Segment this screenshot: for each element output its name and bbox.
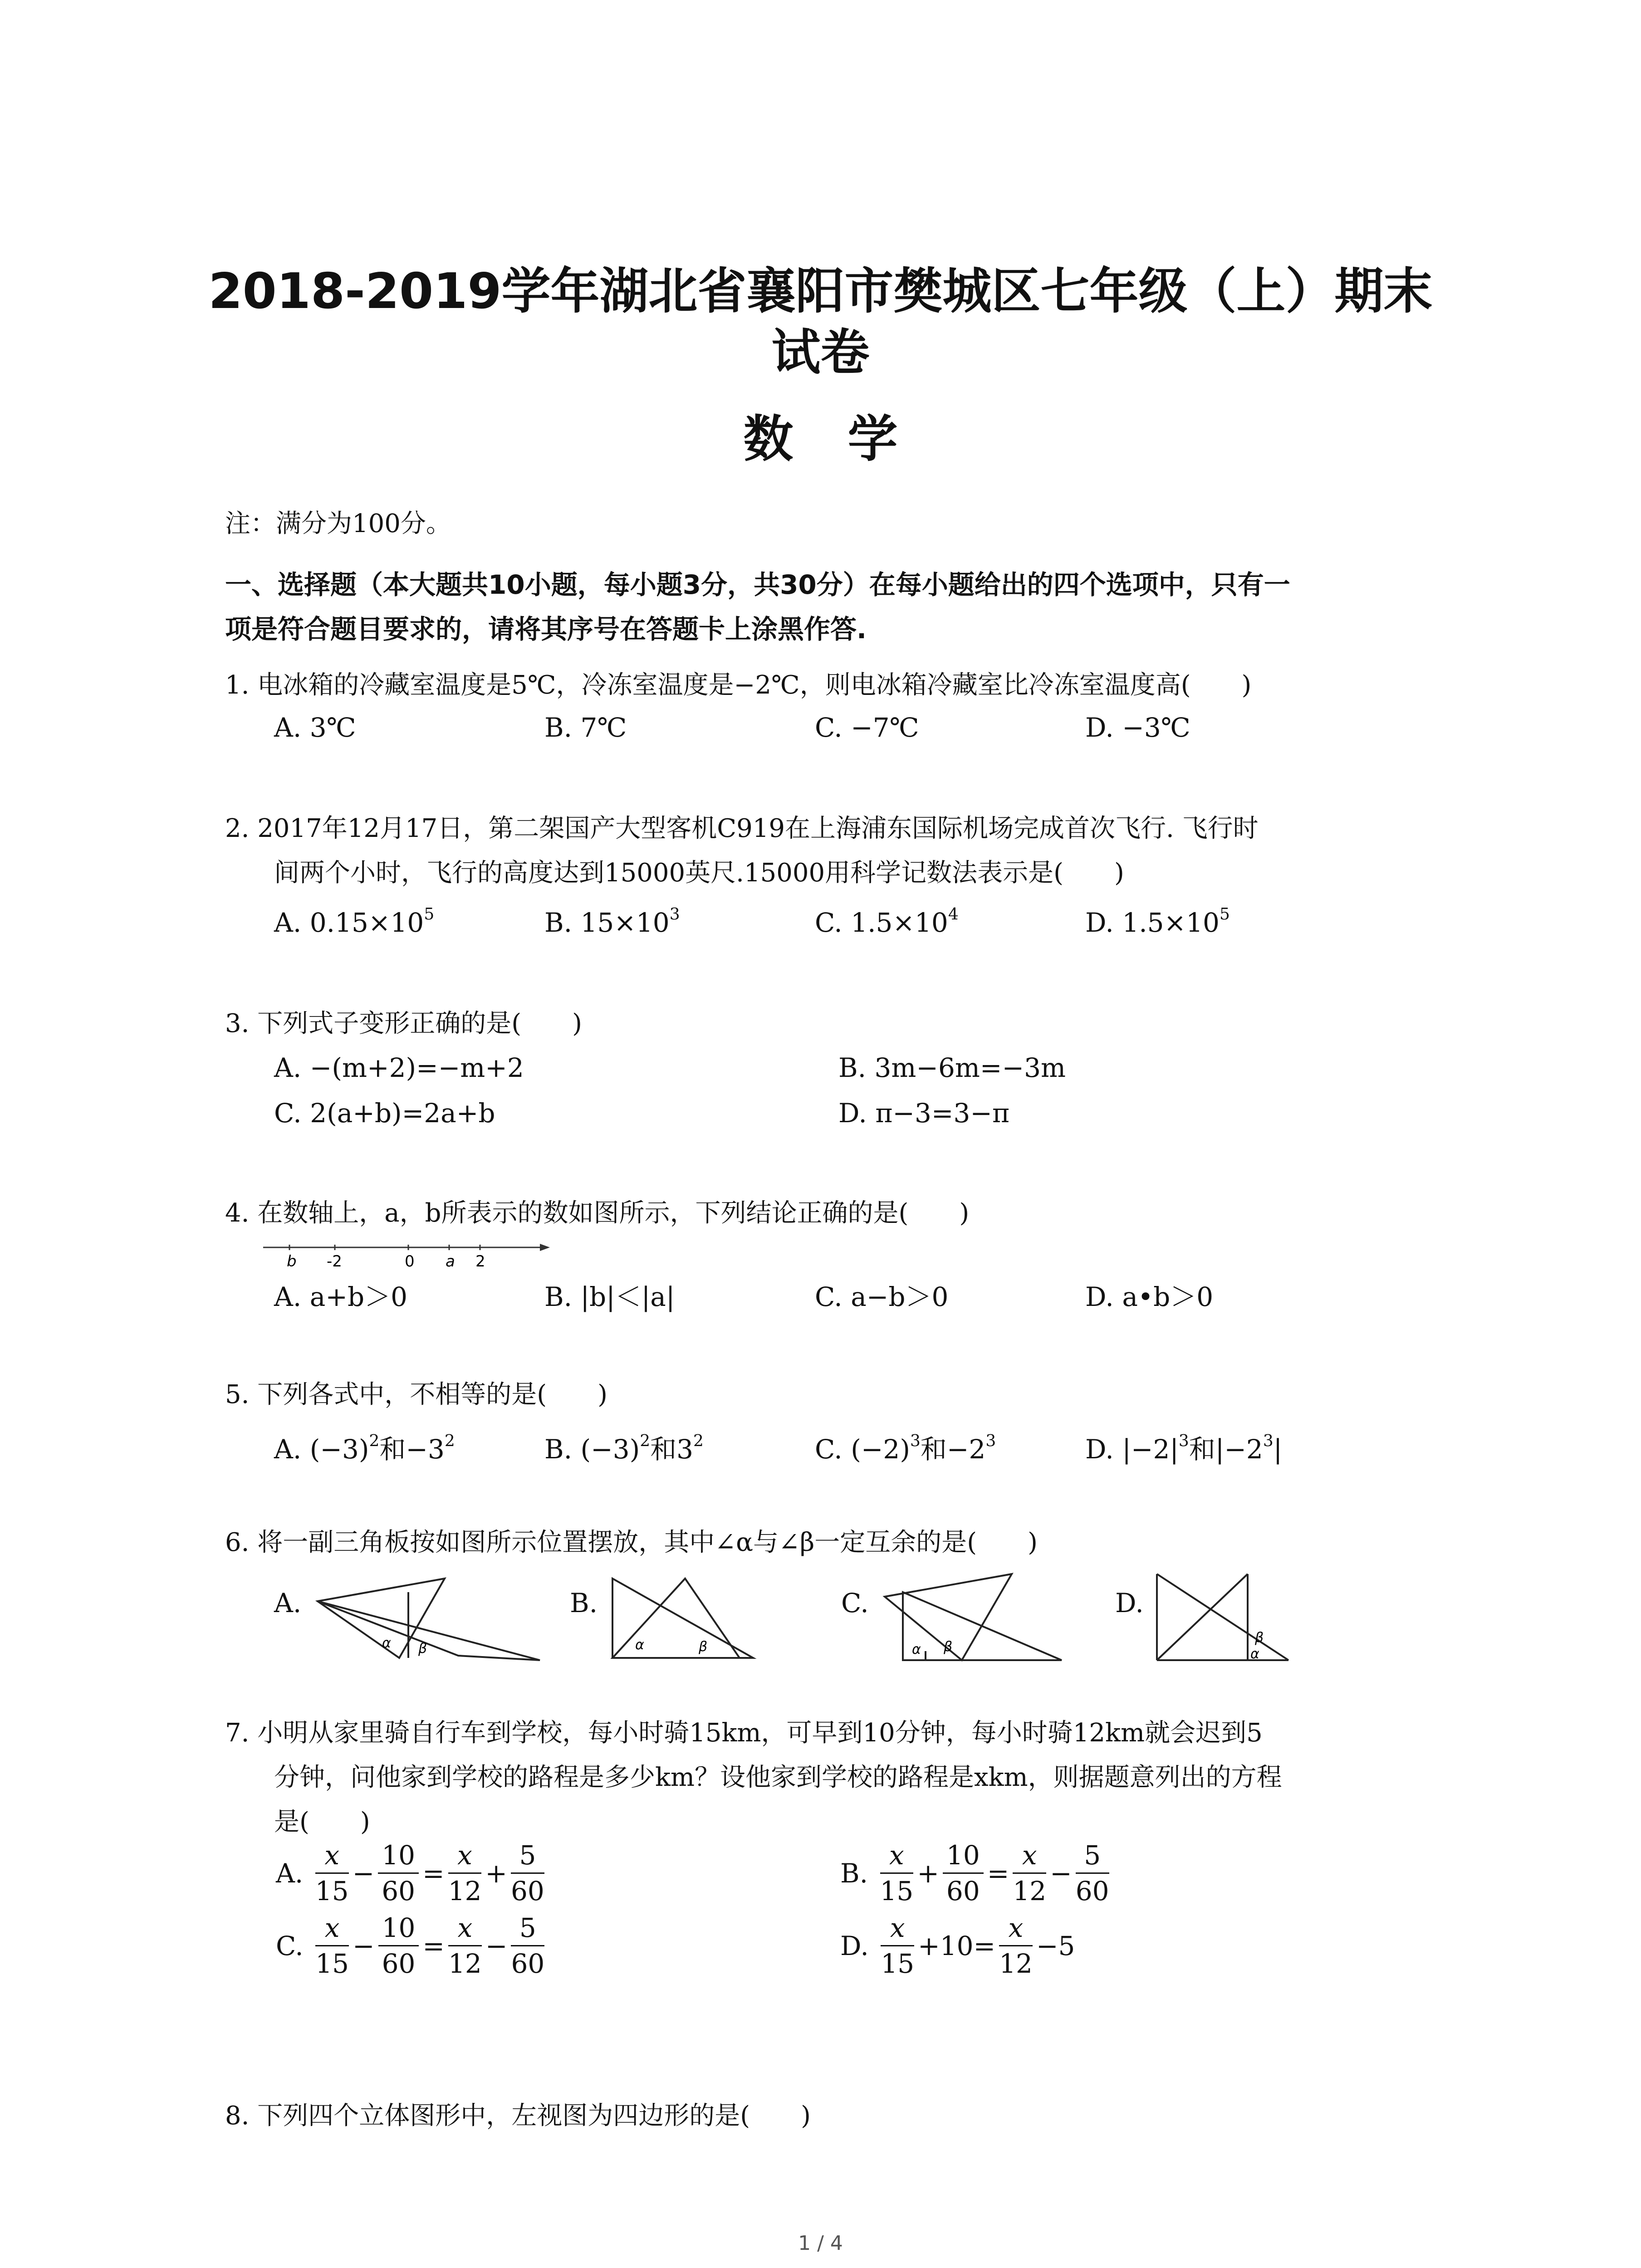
q6-option-a-label: A. (274, 1588, 302, 1618)
q3-option-d: D. π−3=3−π (838, 1098, 1010, 1129)
q6-option-b-label: B. (570, 1588, 598, 1618)
q1-option-d: D. −3℃ (1085, 712, 1190, 743)
q4-option-a: A. a+b＞0 (274, 1281, 407, 1312)
q6-option-d-label: D. (1115, 1588, 1144, 1618)
section1-heading-line1: 一、选择题（本大题共10小题，每小题3分，共30分）在每小题给出的四个选项中，只有一 (225, 569, 1290, 600)
q2-stem-line1: 2. 2017年12月17日，第二架国产大型客机C919在上海浦东国际机场完成首次飞行. 飞行时 (225, 814, 1259, 843)
q5-stem: 5. 下列各式中，不相等的是( ) (225, 1380, 607, 1409)
q6c-beta: β (944, 1639, 953, 1655)
q7-option-a: A. $\frac{x}{15}$ − $\frac{10}{60}$ = $\frac{x}{12}$ + $\frac{5}{60}$ (274, 1838, 546, 1908)
q2-option-d: D. $1.5\times 10^5$ (1085, 905, 1230, 938)
q1-option-a: A. 3℃ (274, 712, 356, 743)
q7-option-d: D. $\frac{x}{15}$ +10= $\frac{x}{12}$ −5 (838, 1911, 1077, 1981)
q3-option-c: C. 2(a+b)=2a+b (274, 1098, 495, 1129)
q6-option-c-label: C. (841, 1588, 869, 1618)
exam-title-line2: 试卷 (771, 324, 870, 381)
q1-option-c: C. −7℃ (815, 712, 919, 743)
section1-heading-line2: 项是符合题目要求的，请将其序号在答题卡上涂黑作答. (225, 614, 867, 645)
q3-option-b: B. 3m−6m=−3m (838, 1052, 1066, 1083)
q6-figure-c (880, 1565, 1071, 1669)
q1-stem: 1. 电冰箱的冷藏室温度是5℃，冷冻室温度是−2℃，则电冰箱冷藏室比冷冻室温度高( ) (225, 670, 1252, 700)
q6-figure-d (1152, 1565, 1298, 1669)
q6b-beta: β (699, 1639, 708, 1655)
q6a-beta: β (418, 1641, 427, 1657)
q6b-alpha: α (635, 1637, 644, 1653)
q2-option-b: B. $15\times 10^3$ (544, 905, 680, 938)
q2-option-c: C. $1.5\times 10^4$ (815, 905, 959, 938)
q4-axis-label-0: 0 (405, 1252, 415, 1271)
q3-stem: 3. 下列式子变形正确的是( ) (225, 1009, 582, 1038)
q6-figure-a (313, 1565, 549, 1669)
q4-axis-label-a: a (446, 1252, 455, 1271)
q2-option-a: A. $0.15\times 10^5$ (274, 905, 435, 938)
q4-option-b: B. |b|＜|a| (544, 1281, 675, 1312)
q4-axis-label-b: b (287, 1252, 297, 1271)
q6-stem: 6. 将一副三角板按如图所示位置摆放，其中∠α与∠β一定互余的是( ) (225, 1528, 1038, 1557)
q5-option-b: B. $(-3)^2$和$3^2$ (544, 1432, 704, 1465)
q5-option-a: A. $(-3)^2$和$-3^2$ (274, 1432, 455, 1465)
q2-stem-line2: 间两个小时，飞行的高度达到15000英尺.15000用科学记数法表示是( ) (274, 858, 1124, 888)
page-number: 1 / 4 (798, 2232, 843, 2255)
q7-stem-line2: 分钟，问他家到学校的路程是多少km？设他家到学校的路程是xkm，则据题意列出的方程 (274, 1763, 1282, 1792)
q3-option-a: A. −(m+2)=−m+2 (274, 1052, 524, 1083)
q1-option-b: B. 7℃ (544, 712, 627, 743)
subject-heading: 数学 (743, 410, 952, 468)
q8-stem: 8. 下列四个立体图形中，左视图为四边形的是( ) (225, 2101, 811, 2131)
q7-stem-line3: 是( ) (274, 1807, 370, 1837)
q6a-alpha: α (382, 1635, 391, 1651)
q5-option-d: D. $|-2|^3$和$|-2^3|$ (1085, 1432, 1283, 1465)
q4-axis-label-2: 2 (475, 1252, 485, 1271)
q4-stem: 4. 在数轴上，a，b所表示的数如图所示，下列结论正确的是( ) (225, 1198, 970, 1228)
score-note: 注：满分为100分。 (225, 509, 451, 538)
q5-option-c: C. $(-2)^3$和$-2^3$ (815, 1432, 996, 1465)
q4-axis-label-neg2: -2 (327, 1252, 342, 1271)
q7-stem-line1: 7. 小明从家里骑自行车到学校，每小时骑15km，可早到10分钟，每小时骑12km就会迟到5 (225, 1718, 1263, 1748)
exam-title-line1: 2018-2019学年湖北省襄阳市樊城区七年级（上）期末 (208, 263, 1433, 320)
q6d-beta: β (1255, 1630, 1264, 1646)
q7-option-b: B. $\frac{x}{15}$ + $\frac{10}{60}$ = $\frac{x}{12}$ − $\frac{5}{60}$ (838, 1838, 1111, 1908)
q4-number-line (263, 1234, 554, 1275)
q6c-alpha: α (912, 1642, 921, 1657)
q7-option-c: C. $\frac{x}{15}$ − $\frac{10}{60}$ = $\frac{x}{12}$ − $\frac{5}{60}$ (274, 1911, 546, 1981)
q6d-alpha: α (1250, 1646, 1259, 1662)
q4-option-c: C. a−b＞0 (815, 1281, 949, 1312)
q4-option-d: D. a•b＞0 (1085, 1281, 1214, 1312)
q6-figure-b (608, 1565, 758, 1669)
